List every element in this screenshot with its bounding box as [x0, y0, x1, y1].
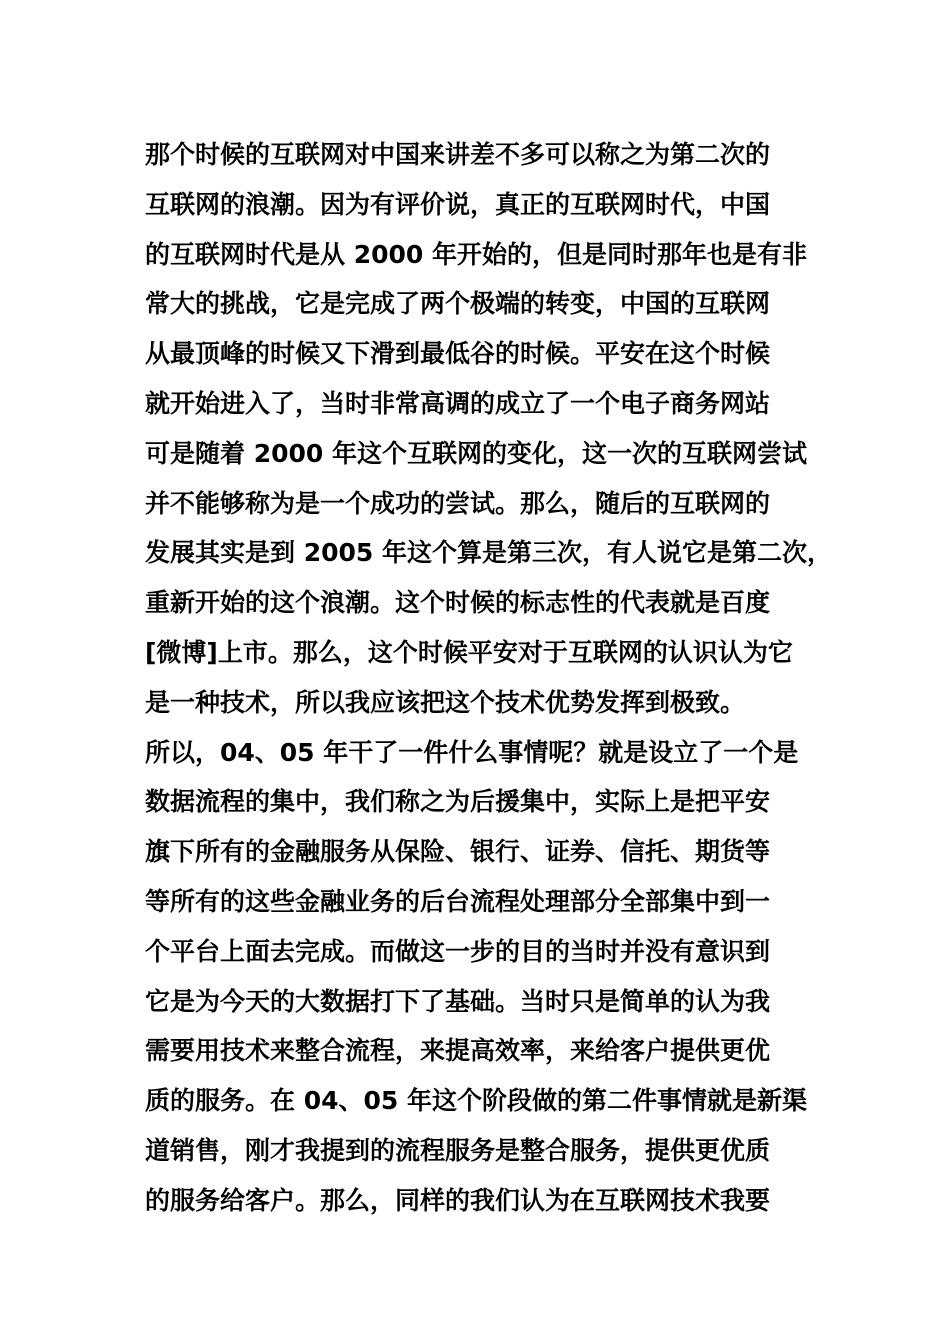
- text-line-9: 发展其实是到 2005 年这个算是第三次，有人说它是第二次，: [145, 538, 832, 568]
- text-line-10: 重新开始的这个浪潮。这个时候的标志性的代表就是百度: [145, 588, 771, 618]
- text-line-17: 个平台上面去完成。而做这一步的目的当时并没有意识到: [145, 936, 771, 966]
- text-line-3: 的互联网时代是从 2000 年开始的，但是同时那年也是有非: [145, 239, 807, 269]
- text-line-7: 可是随着 2000 年这个互联网的变化，这一次的互联网尝试: [145, 438, 807, 468]
- text-line-12: 是一种技术，所以我应该把这个技术优势发挥到极致。: [145, 687, 746, 717]
- text-line-13: 所以，04、05 年干了一件什么事情呢？就是设立了一个是: [145, 737, 799, 767]
- text-line-20: 质的服务。在 04、05 年这个阶段做的第二件事情就是新渠: [145, 1086, 807, 1116]
- text-line-1: 那个时候的互联网对中国来讲差不多可以称之为第二次的: [145, 140, 771, 169]
- text-line-16: 等所有的这些金融业务的后台流程处理部分全部集中到一: [145, 886, 771, 916]
- text-line-5: 从最顶峰的时候又下滑到最低谷的时候。平安在这个时候: [145, 339, 771, 369]
- text-line-4: 常大的挑战，它是完成了两个极端的转变，中国的互联网: [145, 289, 771, 319]
- text-line-15: 旗下所有的金融服务从保险、银行、证券、信托、期货等: [145, 837, 771, 867]
- text-line-22: 的服务给客户。那么，同样的我们认为在互联网技术我要: [145, 1185, 771, 1215]
- text-line-11: [微博]上市。那么，这个时候平安对于互联网的认识认为它: [145, 637, 793, 667]
- text-line-2: 互联网的浪潮。因为有评价说，真正的互联网时代，中国: [145, 189, 771, 219]
- text-line-18: 它是为今天的大数据打下了基础。当时只是简单的认为我: [145, 986, 771, 1016]
- text-line-6: 就开始进入了，当时非常高调的成立了一个电子商务网站: [145, 388, 771, 418]
- text-line-21: 道销售，刚才我提到的流程服务是整合服务，提供更优质: [145, 1135, 771, 1165]
- body-text: [145, 130, 832, 1226]
- text-line-8: 并不能够称为是一个成功的尝试。那么，随后的互联网的: [145, 488, 771, 518]
- text-line-14: 数据流程的集中，我们称之为后援集中，实际上是把平安: [145, 787, 771, 817]
- text-line-19: 需要用技术来整合流程，来提高效率，来给客户提供更优: [145, 1036, 771, 1066]
